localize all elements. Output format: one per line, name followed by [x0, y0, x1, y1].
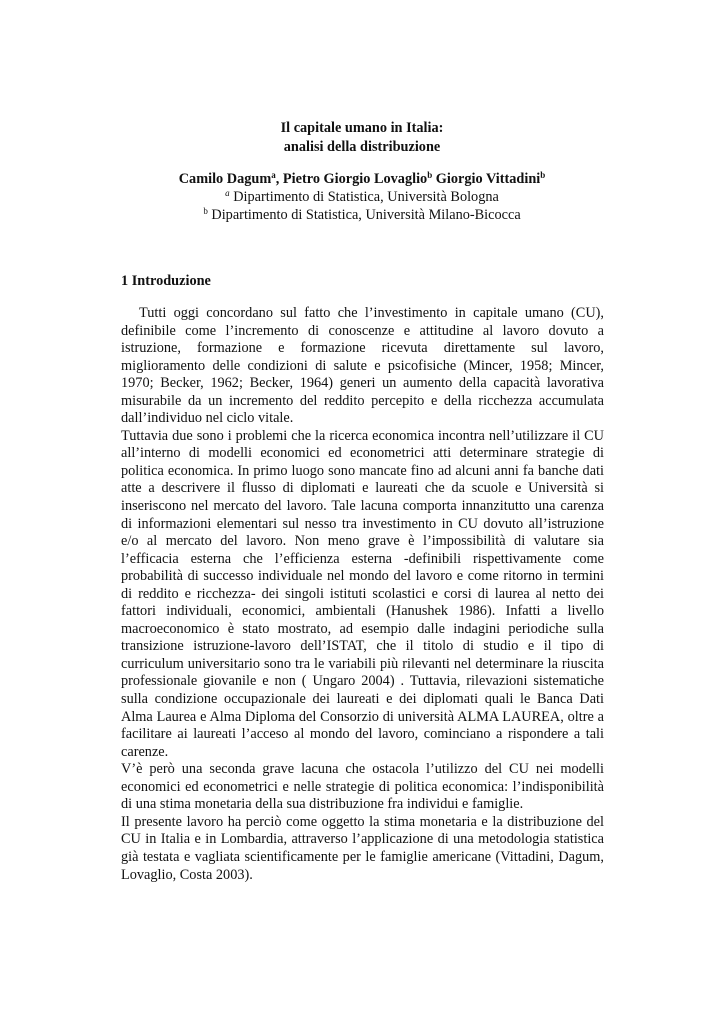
- paragraph: V’è però una seconda grave lacuna che ostacola l’utilizzo del CU nei modelli economici ed econometrici e nelle strategie di politica economica: l’indisponibilità di una stima monetaria della sua distribuzione fra individui e famiglie.: [121, 761, 604, 813]
- affiliation-mark: a: [271, 170, 276, 180]
- section-heading: 1 Introduzione: [121, 273, 211, 289]
- affiliation-text: Dipartimento di Statistica, Università Milano-Bicocca: [207, 207, 521, 223]
- affiliation-mark: b: [203, 206, 208, 216]
- author-separator: ,: [275, 171, 283, 187]
- affiliation-mark: b: [540, 170, 546, 180]
- affiliation-mark: a: [225, 188, 230, 198]
- affiliation-text: Dipartimento di Statistica, Università Bologna: [229, 189, 499, 205]
- title-line-1: Il capitale umano in Italia:: [280, 120, 444, 136]
- affiliation-list: [0, 188, 724, 224]
- author-name: Pietro Giorgio Lovaglio: [282, 171, 428, 187]
- affiliation-mark: b: [427, 170, 433, 180]
- author-name: Camilo Dagum: [178, 171, 272, 187]
- title-line-2: analisi della distribuzione: [283, 139, 441, 155]
- affiliation-a: [0, 188, 724, 206]
- affiliation-b: [0, 206, 724, 224]
- paragraph: Tutti oggi concordano sul fatto che l’investimento in capitale umano (CU), definibile come l’incremento di conoscenze e attitudine al lavoro dovuto a istruzione, formazione e formazione ricevuta direttamente sul lavoro, miglioramento delle condizioni di salute e psicofisiche (Mincer, 1958; Mincer, 1970; Becker, 1962; Becker, 1964) generi un aumento della capacità lavorativa misurabile da un incremento del reddito percepito e della ricchezza accumulata dall’individuo nel ciclo vitale.: [121, 305, 604, 427]
- paragraph: Il presente lavoro ha perciò come oggetto la stima monetaria e la distribuzione del CU in Italia e in Lombardia, attraverso l’applicazione di una metodologia statistica già testata e vagliata scientificamente per le famiglie americane (Vittadini, Dagum, Lovaglio, Costa 2003).: [121, 813, 604, 883]
- paper-title: [0, 119, 724, 157]
- author-list: [0, 170, 724, 189]
- author-name: Giorgio Vittadini: [435, 171, 541, 187]
- section-body: [121, 305, 604, 884]
- paragraph: Tuttavia due sono i problemi che la ricerca economica incontra nell’utilizzare il CU all’interno di modelli economici ed econometrici atti determinare strategie di politica economica. In primo luogo sono mancate fino ad alcuni anni fa banche dati atte a descrivere il flusso di diplomati e laureati che da scuole e Università si inseriscono nel mercato del lavoro. Tale lacuna comporta innanzitutto una carenza di informazioni elementari sul nesso tra investimento in CU dovuto all’istruzione e/o al mercato del lavoro. Non meno grave è l’impossibilità di valutare sia l’efficacia esterna che l’efficienza esterna -definibili rispettivamente come probabilità di successo individuale nel mondo del lavoro e come ritorno in termini di reddito e ricchezza- dei singoli istituti scolastici e corsi di laurea al netto dei fattori individuali, economici, ambientali (Hanushek 1986). Infatti a livello macroeconomico è stato mostrato, ad esempio dalle indagini periodiche sulla transizione istruzione-lavoro dell’ISTAT, che il titolo di studio e il tipo di curriculum universitario sono tra le variabili più rilevanti nel determinare la riuscita professionale giovanile e non ( Ungaro 2004) . Tuttavia, rilevazioni sistematiche sulla condizione occupazionale dei laureati e dei diplomati quali le Banca Dati Alma Laurea e Alma Diploma del Consorzio di università ALMA LAUREA, oltre a facilitare ai laureati l’acceso al mondo del lavoro, cominciano a rispondere a tali carenze.: [121, 427, 604, 760]
